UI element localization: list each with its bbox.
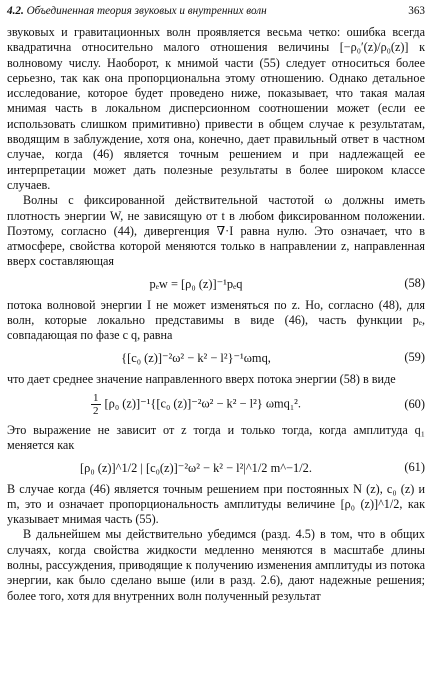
equation-59-number: (59) (404, 350, 425, 365)
fraction-denominator: 2 (93, 405, 99, 418)
equation-60-body (7, 392, 385, 417)
equation-58 (7, 270, 425, 298)
equation-59 (7, 344, 425, 372)
paragraph-2: Волны с фиксированной действительной частотой ω должны иметь плотность энергии W, не зависящую от t в любом фиксированном положении. Поэтому, согласно (44), дивергенция ∇·I равна нулю. Это означает, что в атмосфере, свойства которой меняются только в направлении z, направленная вверх составляющая (7, 193, 425, 269)
fraction-numerator: 1 (93, 392, 99, 405)
paragraph-1: звуковых и гравитационных волн проявляется весьма четко: ошибка всегда квадратична относительно малого отношения величины [−ρ₀′(z)/ρ₀(z)] к волновому числу. Наоборот, к мнимой части (55) следует относиться более серьезно, так как она пропорциональна этому отношению. Однако детальное исследование, которое будет проведено ниже, показывает, что такая малая мнимая часть в локальном дисперсионном соотношении может (если ее использовать слишком примитивно) привести в общем случае к результатам, вводящим в заблуждение, хотя она, конечно, дает правильный ответ в частном случае, когда (46) является точным решением и при надлежащей ее интерпретации может дать полезные результаты в более широком классе случаев. (7, 25, 425, 192)
paragraph-5: Это выражение не зависит от z тогда и только тогда, когда амплитуда q₁ меняется как (7, 422, 425, 453)
equation-61 (7, 454, 425, 482)
body-text (7, 25, 425, 604)
header-title (7, 4, 267, 19)
fraction-one-half (91, 392, 101, 417)
equation-60-expression: [ρ₀ (z)]⁻¹{[c₀ (z)]⁻²ω² − k² − l²} ωmq₁² (104, 396, 298, 411)
equation-60 (7, 387, 425, 423)
equation-61-body: [ρ₀ (z)]^1/2 | [c₀(z)]⁻²ω² − k² − l²|^1/2 m^−1/2. (80, 460, 312, 475)
paragraph-3: потока волновой энергии I не может изменяться по z. Но, согласно (48), для волн, которые локально представимы в виде (46), часть функции pₑ, совпадающая по фазе с q, равна (7, 297, 425, 343)
equation-61-number: (61) (404, 460, 425, 475)
paragraph-4: что дает среднее значение направленного вверх потока энергии (58) в виде (7, 371, 396, 386)
equation-59-body: {[c₀ (z)]⁻²ω² − k² − l²}⁻¹ωmq, (121, 350, 271, 365)
section-number: 4.2. (7, 5, 24, 17)
equation-58-number: (58) (404, 276, 425, 291)
equation-58-body: pₑw = [ρ₀ (z)]⁻¹pₑq (149, 276, 243, 291)
equation-60-number: (60) (404, 397, 425, 412)
section-title: Объединенная теория звуковых и внутренних волн (26, 5, 267, 17)
running-header (7, 4, 425, 19)
equation-60-period: . (297, 396, 301, 411)
paragraph-7: В дальнейшем мы действительно убедимся (разд. 4.5) в том, что в общих случаях, когда свойства жидкости медленно меняются в масштабе длины волны, рассуждения, приводящие к получению изменения амплитуды из потока энергии, как было сделано выше (или в разд. 2.6), дают надежные решения; более того, хотя для внутренних волн полученный результат (7, 527, 425, 603)
page-number: 363 (408, 5, 425, 17)
paragraph-6: В случае когда (46) является точным решением при постоянных N (z), c₀ (z) и m, это и означает пропорциональность амплитуды величине [ρ₀ (z)]^1/2, как указывает мнимая часть (55). (7, 481, 425, 527)
